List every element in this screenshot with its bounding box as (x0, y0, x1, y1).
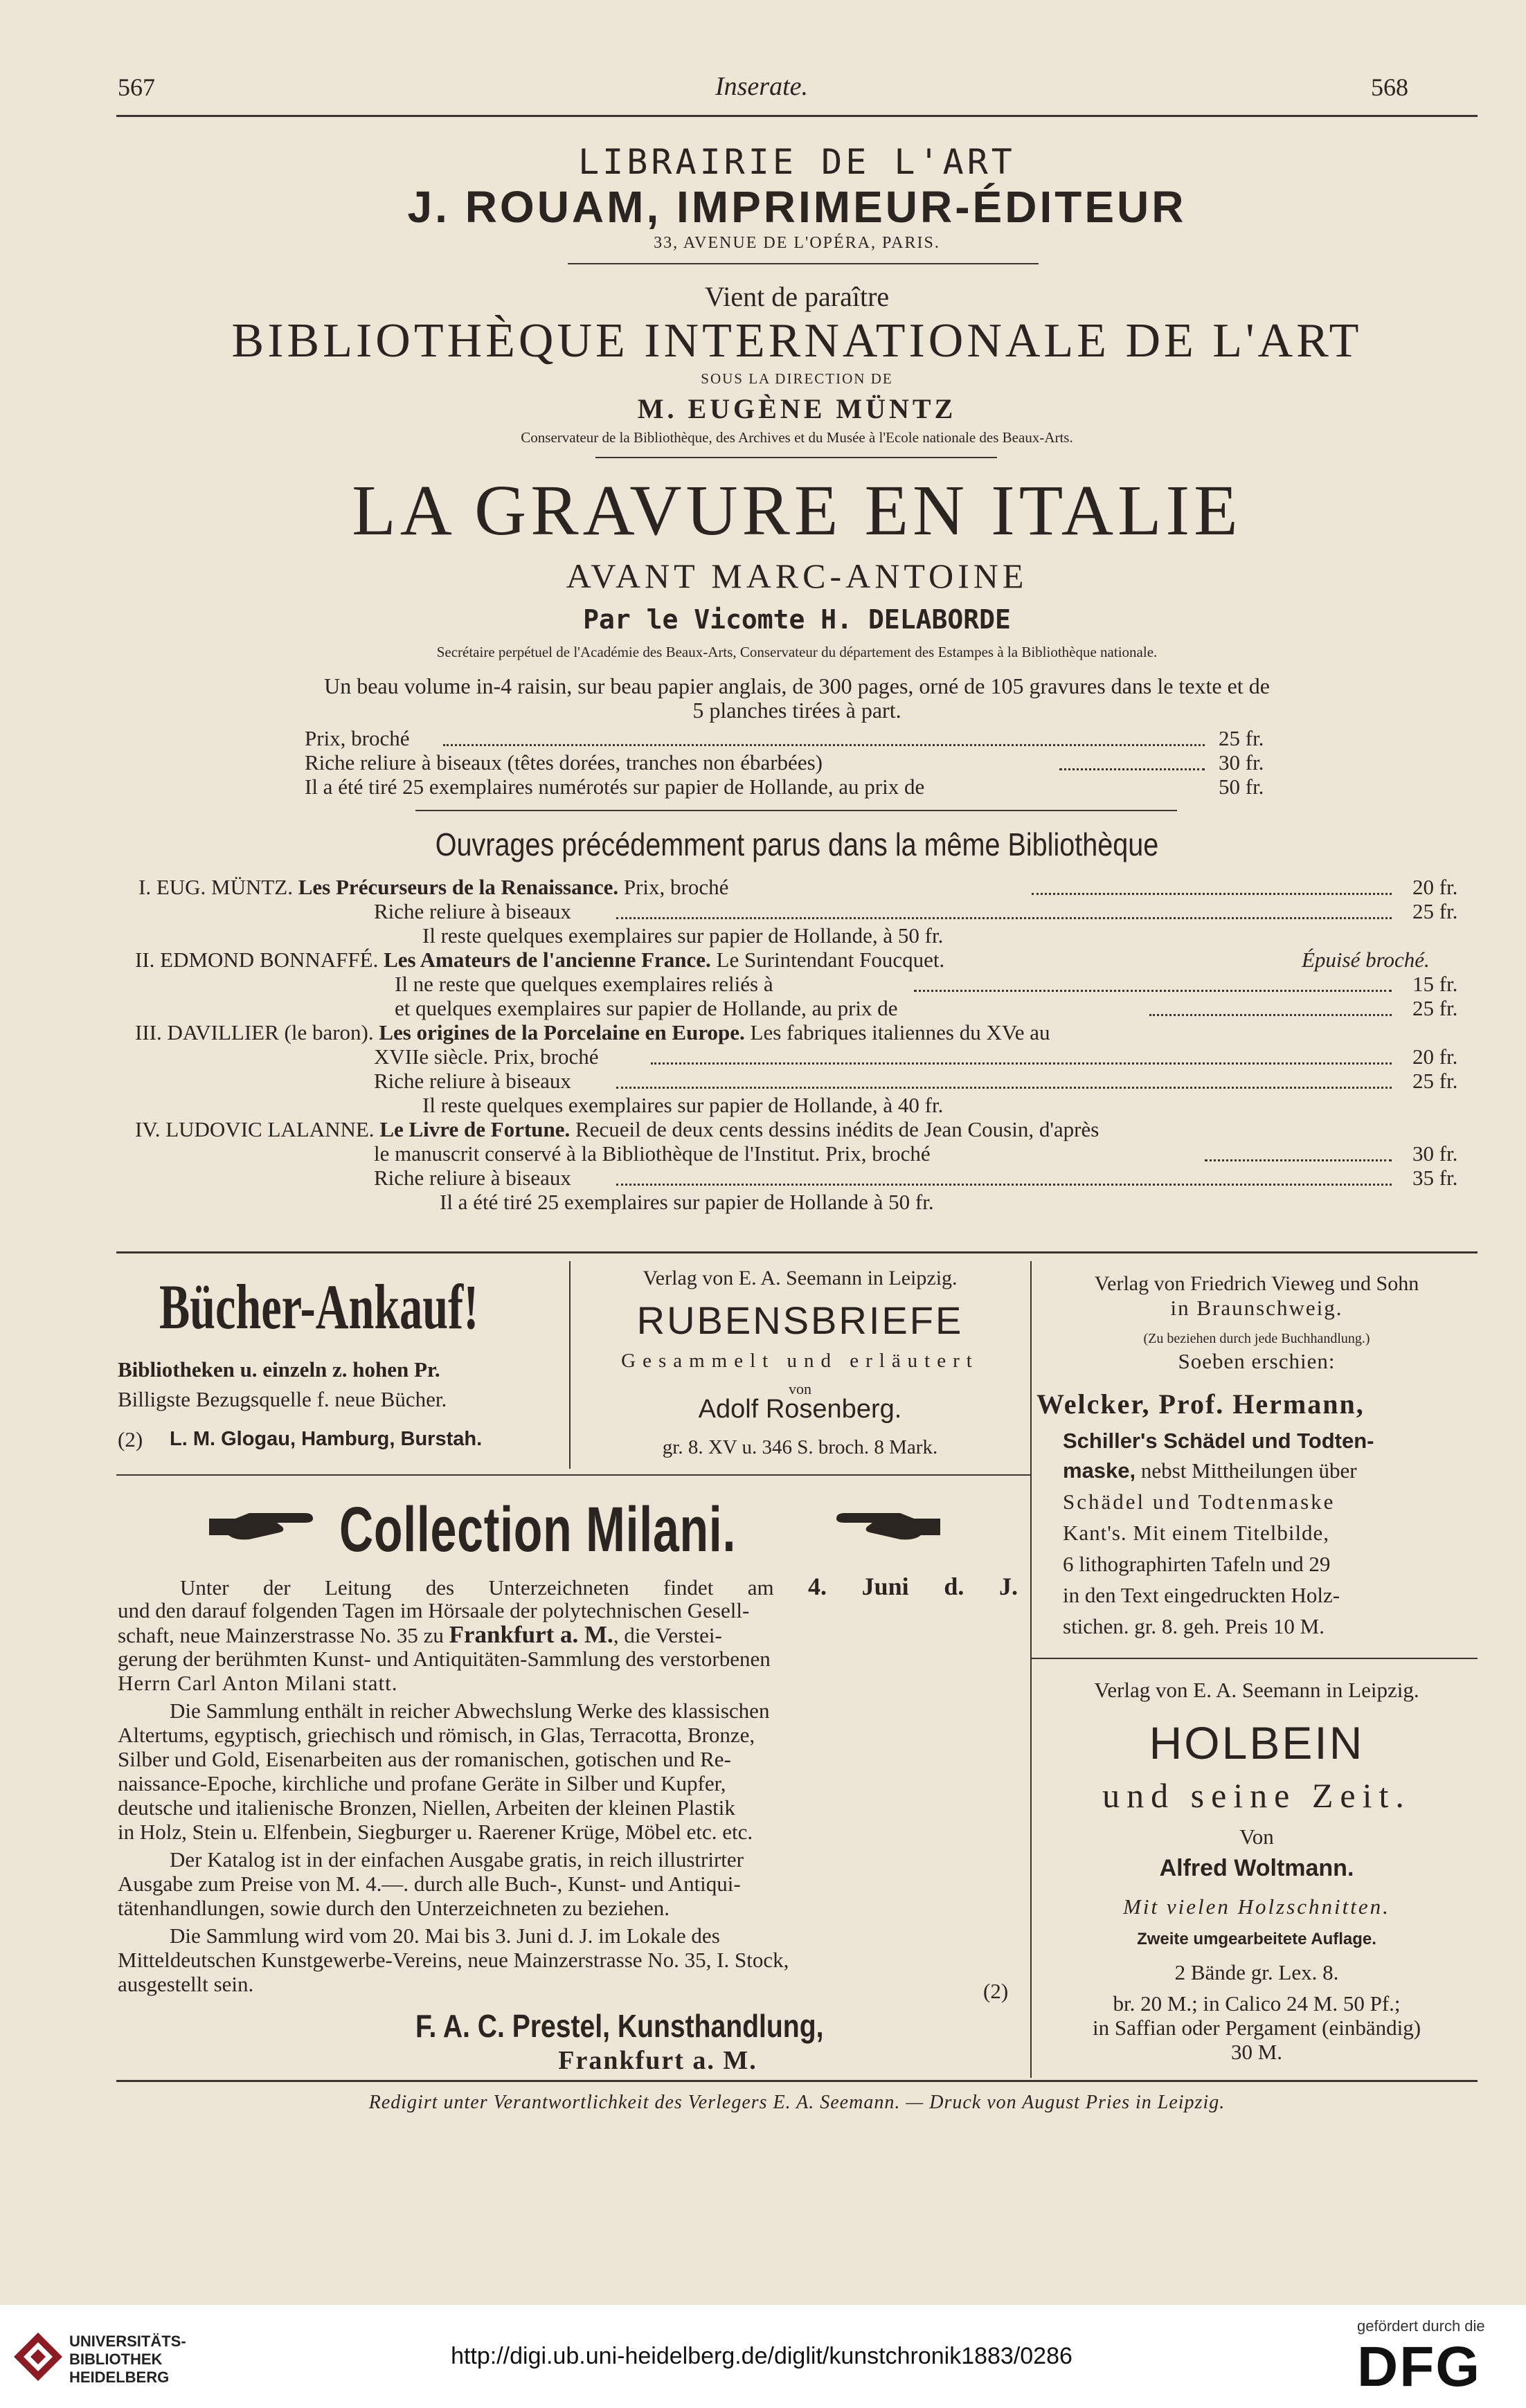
list-price: 35 fr. (1412, 1166, 1458, 1190)
book-author: Par le Vicomte H. DELABORDE (583, 604, 1011, 635)
milani-line: schaft, neue Mainzerstrasse No. 35 zu Frankfurt a. M., die Verstei- (118, 1621, 722, 1648)
dot-leader (1032, 881, 1392, 895)
list-price: 25 fr. (1412, 1069, 1458, 1093)
list-item: Il reste quelques exemplaires sur papier de Hollande, à 40 fr. (422, 1093, 944, 1117)
section-rule (116, 1474, 1030, 1476)
dot-leader (1205, 1148, 1392, 1161)
list-item: Riche reliure à biseaux (374, 899, 571, 923)
rubens-title: RUBENSBRIEFE (636, 1298, 964, 1342)
milani-signature-city: Frankfurt a. M. (558, 2046, 757, 2075)
holbein-details: 30 M. (1230, 2040, 1283, 2064)
section-rule (1030, 1658, 1478, 1659)
milani-line: Altertums, egyptisch, griechisch und römisch, in Glas, Terracotta, Bronze, (118, 1723, 755, 1747)
list-item: Il ne reste que quelques exemplaires reliés à (395, 972, 773, 996)
dot-leader (914, 978, 1392, 992)
glogau-address: L. M. Glogau, Hamburg, Burstah. (170, 1428, 483, 1450)
page-number-left: 567 (118, 73, 155, 101)
source-url[interactable]: http://digi.ub.uni-heidelberg.de/diglit/kunstchronik1883/0286 (451, 2343, 1072, 2369)
milani-paragraph: Unter der Leitung des Unterzeichneten findet am 4. Juni d. J. (180, 1573, 1018, 1600)
author-description: Secrétaire perpétuel de l'Académie des Beaux-Arts, Conservateur du département des Estampes à la Bibliothèque nationale. (436, 644, 1158, 660)
glogau-line: Bibliotheken u. einzeln z. hohen Pr. (118, 1357, 440, 1382)
milani-line: Der Katalog ist in der einfachen Ausgabe gratis, in reich illustrirter (170, 1847, 744, 1872)
list-price: 30 fr. (1412, 1141, 1458, 1166)
holbein-illustrations: Mit vielen Holzschnitten. (1123, 1894, 1390, 1919)
book-description: Un beau volume in-4 raisin, sur beau papier anglais, de 300 pages, orné de 105 gravures dans le texte et de (324, 673, 1270, 698)
list-item: I. EUG. MÜNTZ. Les Précurseurs de la Renaissance. Prix, broché (138, 875, 729, 899)
list-item: XVIIe siècle. Prix, broché (374, 1044, 599, 1069)
dot-leader (616, 905, 1392, 919)
dot-leader (1059, 757, 1205, 770)
list-item: Riche reliure à biseaux (374, 1069, 571, 1093)
holbein-details: in Saffian oder Pergament (einbändig) (1092, 2016, 1421, 2040)
vieweg-line: Schädel und Todtenmaske (1063, 1490, 1336, 1514)
vieweg-author: Welcker, Prof. Hermann, (1036, 1388, 1365, 1420)
milani-line: und den darauf folgenden Tagen im Hörsaale der polytechnischen Gesell- (118, 1598, 750, 1622)
divider (595, 457, 997, 458)
list-price: 25 fr. (1412, 899, 1458, 923)
dot-leader (651, 1051, 1392, 1065)
vieweg-note: (Zu beziehen durch jede Buchhandlung.) (1143, 1331, 1370, 1346)
glogau-number: (2) (118, 1427, 143, 1451)
column-rule (1030, 1261, 1032, 2078)
section-rule (116, 1251, 1478, 1253)
price-label: Prix, broché (305, 726, 410, 750)
milani-line: tätenhandlungen, sowie durch den Unterzeichneten zu beziehen. (118, 1896, 670, 1920)
rubens-von: von (789, 1380, 811, 1397)
book-description-2: 5 planches tirées à part. (692, 698, 901, 723)
list-item: II. EDMOND BONNAFFÉ. Les Amateurs de l'ancienne France. Le Surintendant Foucquet. (135, 948, 945, 972)
list-item: Il a été tiré 25 exemplaires sur papier de Hollande à 50 fr. (440, 1190, 934, 1214)
vient-de-paraitre: Vient de paraître (704, 281, 890, 312)
digitization-footer (0, 2305, 1526, 2408)
list-price: 15 fr. (1412, 972, 1458, 996)
price-label: Riche reliure à biseaux (têtes dorées, tranches non ébarbées) (305, 750, 823, 775)
divider (568, 263, 1039, 264)
milani-signature: F. A. C. Prestel, Kunsthandlung, (415, 2008, 824, 2044)
bottom-rule (116, 2080, 1478, 2082)
list-item: le manuscrit conservé à la Bibliothèque de l'Institut. Prix, broché (374, 1141, 931, 1166)
rubens-author: Adolf Rosenberg. (698, 1395, 902, 1424)
milani-line: ausgestellt sein. (118, 1972, 254, 1996)
price-value: 25 fr. (1219, 726, 1264, 750)
holbein-edition: Zweite umgearbeitete Auflage. (1137, 1930, 1376, 1948)
list-item: Il reste quelques exemplaires sur papier de Hollande, à 50 fr. (422, 923, 944, 948)
publisher-name: J. ROUAM, IMPRIMEUR-ÉDITEUR (407, 182, 1187, 232)
library-name: UNIVERSITÄTS- BIBLIOTHEK HEIDELBERG (69, 2333, 186, 2386)
milani-line: naissance-Epoche, kirchliche und profane Geräte in Silber und Kupfer, (118, 1771, 726, 1795)
divider (415, 810, 1177, 811)
milani-line: in Holz, Stein u. Elfenbein, Siegburger u. Raerener Krüge, Möbel etc. etc. (118, 1820, 753, 1844)
page-number-right: 568 (1371, 73, 1408, 101)
holbein-verlag: Verlag von E. A. Seemann in Leipzig. (1094, 1678, 1419, 1702)
pointing-hand-right-icon (831, 1509, 942, 1546)
milani-title: Collection Milani. (339, 1494, 737, 1565)
holbein-title: HOLBEIN (1149, 1717, 1365, 1768)
vieweg-city: in Braunschweig. (1170, 1296, 1343, 1320)
university-seal-icon (14, 2333, 62, 2381)
list-item: IV. LUDOVIC LALANNE. Le Livre de Fortune. Recueil de deux cents dessins inédits de Jean Cousin, d'après (135, 1117, 1099, 1141)
list-price: 20 fr. (1412, 875, 1458, 899)
running-title: Inserate. (715, 72, 809, 101)
list-item: III. DAVILLIER (le baron). Les origines de la Porcelaine en Europe. Les fabriques italiennes du XVe au (135, 1020, 1050, 1044)
milani-line: Herrn Carl Anton Milani statt. (118, 1671, 398, 1695)
librairie-heading: LIBRAIRIE DE L'ART (578, 142, 1016, 182)
holbein-details: 2 Bände gr. Lex. 8. (1174, 1960, 1339, 1984)
vieweg-line: 6 lithographirten Tafeln und 29 (1063, 1552, 1331, 1576)
milani-line: Silber und Gold, Eisenarbeiten aus der romanischen, gotischen und Re- (118, 1747, 731, 1771)
book-subtitle: AVANT MARC-ANTOINE (566, 556, 1028, 595)
director-name: M. EUGÈNE MÜNTZ (637, 393, 957, 424)
list-price: 25 fr. (1412, 996, 1458, 1020)
list-item: et quelques exemplaires sur papier de Hollande, au prix de (395, 996, 898, 1020)
vieweg-line: Kant's. Mit einem Titelbilde, (1063, 1521, 1330, 1545)
dot-leader (616, 1075, 1392, 1089)
vieweg-verlag: Verlag von Friedrich Vieweg und Sohn (1094, 1272, 1419, 1295)
vieweg-line: maske, nebst Mittheilungen über (1063, 1458, 1357, 1483)
dot-leader (1149, 1002, 1392, 1016)
milani-line: deutsche und italienische Bronzen, Niellen, Arbeiten der kleinen Plastik (118, 1795, 735, 1820)
milani-line: Die Sammlung enthält in reicher Abwechslung Werke des klassischen (170, 1699, 770, 1723)
price-value: 30 fr. (1219, 750, 1264, 775)
vieweg-line: in den Text eingedruckten Holz- (1063, 1583, 1340, 1607)
funded-by: gefördert durch die (1357, 2317, 1485, 2335)
glogau-line: Billigste Bezugsquelle f. neue Bücher. (118, 1387, 447, 1411)
section-heading: Ouvrages précédemment parus dans la même Bibliothèque (435, 826, 1159, 862)
dot-leader (616, 1172, 1392, 1186)
publisher-address: 33, AVENUE DE L'OPÉRA, PARIS. (654, 234, 940, 252)
milani-line: Ausgabe zum Preise von M. 4.—. durch alle Buch-, Kunst- und Antiqui- (118, 1872, 741, 1896)
header-rule (116, 115, 1478, 117)
column-rule (569, 1261, 571, 1469)
dfg-logo: DFG (1357, 2335, 1482, 2398)
pointing-hand-left-icon (208, 1509, 318, 1546)
vieweg-soeben: Soeben erschien: (1178, 1349, 1336, 1373)
director-title: Conservateur de la Bibliothèque, des Archives et du Musée à l'Ecole nationale des Beaux-Arts. (521, 429, 1073, 446)
rubens-details: gr. 8. XV u. 346 S. broch. 8 Mark. (662, 1436, 938, 1458)
holbein-von: Von (1239, 1825, 1274, 1849)
holbein-subtitle: und seine Zeit. (1102, 1776, 1411, 1815)
price-label: Il a été tiré 25 exemplaires numérotés sur papier de Hollande, au prix de (305, 775, 925, 799)
milani-number: (2) (983, 1979, 1009, 2003)
milani-line: gerung der berühmten Kunst- und Antiquitäten-Sammlung des verstorbenen (118, 1647, 771, 1671)
list-price: Épuisé broché. (1302, 948, 1430, 972)
rubens-subtitle: Gesammelt und erläutert (621, 1350, 979, 1372)
price-value: 50 fr. (1219, 775, 1264, 799)
list-price: 20 fr. (1412, 1044, 1458, 1069)
sous-la-direction: SOUS LA DIRECTION DE (701, 370, 893, 387)
book-title: LA GRAVURE EN ITALIE (352, 471, 1242, 550)
list-item: Riche reliure à biseaux (374, 1166, 571, 1190)
milani-line: Mitteldeutschen Kunstgewerbe-Vereins, neue Mainzerstrasse No. 35, I. Stock, (118, 1948, 789, 1972)
milani-line: Die Sammlung wird vom 20. Mai bis 3. Juni d. J. im Lokale des (170, 1923, 720, 1948)
holbein-author: Alfred Woltmann. (1159, 1855, 1354, 1881)
vieweg-line: stichen. gr. 8. geh. Preis 10 M. (1063, 1614, 1325, 1638)
glogau-title: Bücher-Ankauf! (159, 1271, 479, 1342)
rubens-verlag: Verlag von E. A. Seemann in Leipzig. (643, 1267, 958, 1289)
vieweg-book-title: Schiller's Schädel und Todten- (1063, 1429, 1374, 1453)
holbein-details: br. 20 M.; in Calico 24 M. 50 Pf.; (1113, 1991, 1401, 2016)
imprint: Redigirt unter Verantwortlichkeit des Verlegers E. A. Seemann. — Druck von August Pries in Leipzig. (368, 2092, 1226, 2113)
dot-leader (443, 732, 1205, 746)
series-title: BIBLIOTHÈQUE INTERNATIONALE DE L'ART (231, 314, 1363, 368)
